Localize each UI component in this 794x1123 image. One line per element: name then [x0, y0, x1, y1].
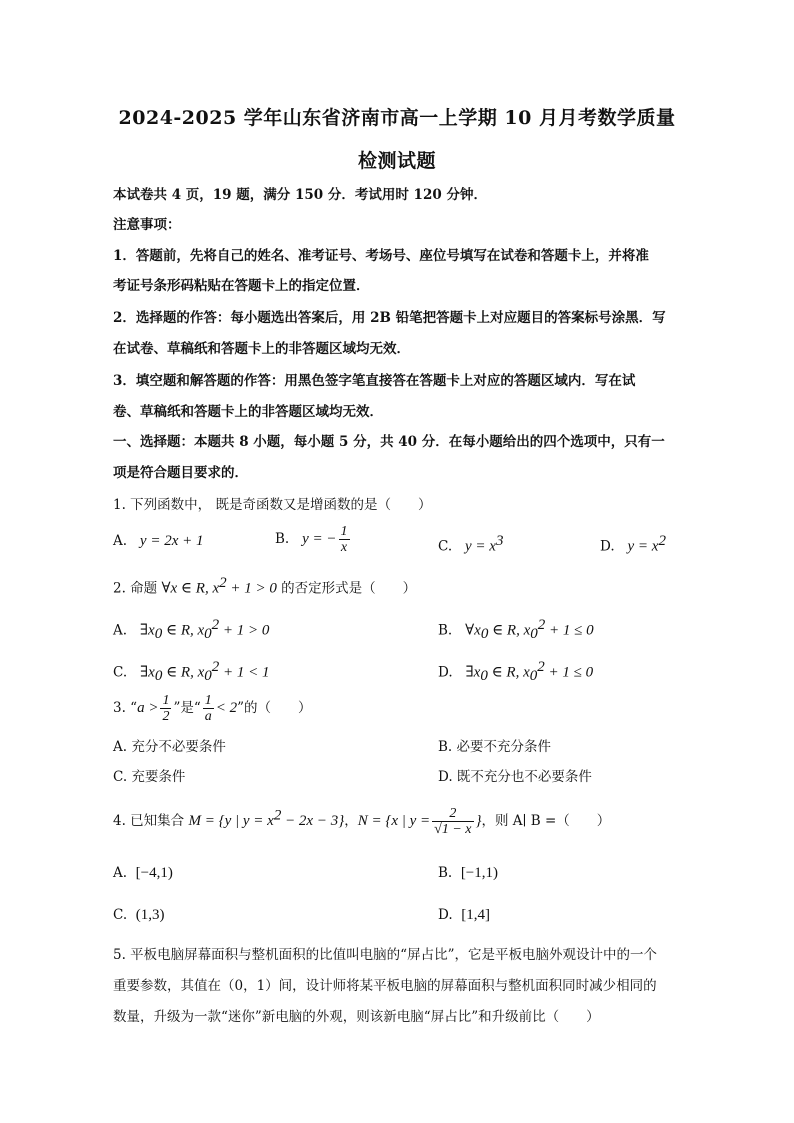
set-n-expression-end: }: [475, 813, 482, 829]
stem-prefix: 4. 已知集合: [113, 813, 189, 829]
question-4-option-d: [438, 906, 490, 924]
exponent: 2: [211, 659, 220, 675]
fraction-numerator: 1: [204, 693, 212, 708]
option-expression: y = 2x + 1: [139, 533, 204, 549]
option-label: C.: [113, 664, 128, 681]
question-4-option-b: [438, 864, 498, 882]
stem-math-lhs: a >: [137, 700, 159, 716]
option-value: [−1,1): [460, 865, 499, 881]
fraction-numerator: 1: [162, 693, 170, 708]
question-3-stem: [113, 693, 312, 724]
fraction-denominator: 2: [162, 709, 170, 724]
exponent: 2: [273, 807, 282, 824]
question-3-option-a: A. 充分不必要条件: [113, 739, 226, 755]
option-label: D.: [600, 538, 615, 555]
section-1-heading-b: 项是符合题目要求的．: [113, 465, 248, 481]
notice-3-line-b: 卷、草稿纸和答题卡上的非答题区域均无效．: [113, 404, 383, 420]
fraction: [160, 693, 171, 724]
option-value: (1,3): [135, 907, 165, 923]
fraction-denominator: a: [204, 709, 212, 724]
stem-math-rhs: < 2: [215, 700, 238, 716]
question-4-stem: [113, 806, 610, 837]
set-m-expression: M = {y | y = x: [188, 813, 274, 829]
question-2-option-c: [113, 658, 270, 685]
question-4-option-a: [113, 864, 173, 882]
question-3-option-c: C. 充要条件: [113, 769, 186, 785]
stem-suffix: ”的（ ）: [237, 700, 312, 716]
notice-2-line-b: 在试卷、草稿纸和答题卡上的非答题区域均无效．: [113, 341, 410, 357]
fraction-numerator: 2: [432, 806, 473, 822]
stem-math-rest: + 1 > 0: [226, 580, 277, 597]
stem-suffix: ，则 A∣ B =（ ）: [481, 813, 611, 829]
question-1-option-c: [438, 532, 503, 556]
subscript: 0: [204, 626, 212, 643]
option-expression: ∃x: [140, 664, 155, 681]
fraction-denominator: x: [340, 540, 348, 555]
option-expression: ∃x: [139, 622, 155, 639]
question-1-stem: 1. 下列函数中， 既是奇函数又是增函数的是（ ）: [113, 497, 432, 513]
set-m-expression-rest: − 2x − 3}: [281, 813, 345, 829]
option-label: D.: [438, 664, 453, 681]
option-expression-mid: ∈ R, x: [162, 664, 205, 681]
question-1-option-d: [600, 532, 666, 556]
question-2-option-b: [438, 616, 594, 643]
subscript: 0: [480, 668, 488, 685]
option-expression: y = x: [627, 538, 659, 555]
subscript: 0: [154, 626, 163, 643]
option-expression-mid: ∈ R, x: [488, 622, 531, 639]
option-expression-end: + 1 ≤ 0: [544, 664, 594, 681]
fraction: [432, 806, 473, 837]
exponent: 3: [495, 533, 504, 549]
question-2-option-d: [438, 658, 593, 685]
notice-heading: 注意事项：: [113, 217, 181, 233]
question-5-line-1: 5. 平板电脑屏幕面积与整机面积的比值叫电脑的“屏占比”，它是平板电脑外观设计中的一个: [113, 947, 657, 963]
question-5-line-2: 重要参数，其值在（0，1）间，设计师将某平板电脑的屏幕面积与整机面积同时减少相同的: [113, 978, 657, 994]
subscript: 0: [529, 668, 538, 685]
set-n-expression: N = {x | y =: [357, 813, 431, 829]
question-1-option-b: [275, 524, 352, 555]
stem-suffix: 的否定形式是（ ）: [276, 580, 417, 597]
exponent: 2: [219, 575, 227, 591]
option-label: B.: [438, 865, 453, 881]
fraction: [339, 524, 350, 555]
question-2-option-a: [113, 616, 269, 643]
option-label: C.: [438, 538, 453, 555]
option-value: [1,4]: [461, 907, 490, 923]
option-label: D.: [438, 907, 453, 923]
fraction: [203, 693, 214, 724]
exponent: 2: [537, 659, 545, 675]
section-1-heading-a: 一、选择题：本题共 8 小题，每小题 5 分，共 40 分．在每小题给出的四个选项中，只有一: [113, 434, 665, 450]
option-label: A.: [113, 865, 128, 881]
subscript: 0: [154, 668, 163, 685]
notice-1-line-a: 1．答题前，先将自己的姓名、准考证号、考场号、座位号填写在试卷和答题卡上，并将准: [113, 248, 649, 264]
notice-1-line-b: 考证号条形码粘贴在答题卡上的指定位置．: [113, 278, 370, 294]
subscript: 0: [480, 626, 489, 643]
option-label: C.: [113, 907, 128, 923]
exam-title-line-1: 2024-2025 学年山东省济南市高一上学期 10 月月考数学质量: [118, 107, 676, 129]
subscript: 0: [204, 668, 212, 685]
option-expression: ∀x: [465, 622, 481, 639]
option-expression-mid: ∈ R, x: [162, 622, 205, 639]
option-expression: y = −: [302, 531, 337, 547]
option-expression: ∃x: [465, 664, 481, 681]
question-3-option-b: B. 必要不充分条件: [438, 739, 552, 755]
stem-prefix: 3. “: [113, 700, 138, 716]
question-2-stem: [113, 574, 416, 598]
notice-3-line-a: 3．填空题和解答题的作答：用黑色签字笔直接答在答题卡上对应的答题区域内．写在试: [113, 373, 636, 389]
exam-title-line-2: 检测试题: [357, 150, 436, 172]
exam-summary: 本试卷共 4 页，19 题，满分 150 分．考试用时 120 分钟．: [113, 187, 487, 203]
option-expression-mid: ∈ R, x: [487, 664, 530, 681]
stem-math: ∀x ∈ R, x: [161, 580, 220, 597]
exponent: 2: [658, 533, 666, 549]
fraction-numerator: 1: [340, 524, 348, 539]
option-label: A.: [113, 622, 128, 639]
option-value: [−4,1): [135, 865, 173, 881]
option-label: B.: [275, 531, 290, 547]
notice-2-line-a: 2．选择题的作答：每小题选出答案后，用 2B 铅笔把答题卡上对应题目的答案标号涂黑．写: [113, 310, 666, 326]
option-expression: y = x: [465, 538, 496, 555]
question-4-option-c: [113, 906, 164, 924]
question-1-option-a: [113, 532, 203, 550]
option-label: A.: [113, 533, 128, 549]
question-5-line-3: 数量，升级为一款“迷你”新电脑的外观，则该新电脑“屏占比”和升级前比（ ）: [113, 1009, 600, 1025]
exponent: 2: [211, 617, 220, 633]
fraction-denominator: √1 − x: [434, 822, 472, 837]
option-expression-end: + 1 < 1: [219, 664, 270, 681]
separator: ，: [344, 813, 358, 829]
subscript: 0: [530, 626, 538, 643]
stem-prefix: 2. 命题: [113, 580, 162, 597]
exponent: 2: [537, 617, 546, 633]
option-label: B.: [438, 622, 453, 639]
stem-mid: ”是“: [173, 700, 201, 716]
option-expression-end: + 1 ≤ 0: [545, 622, 594, 639]
question-3-option-d: D. 既不充分也不必要条件: [438, 769, 592, 785]
option-expression-end: + 1 > 0: [219, 622, 270, 639]
